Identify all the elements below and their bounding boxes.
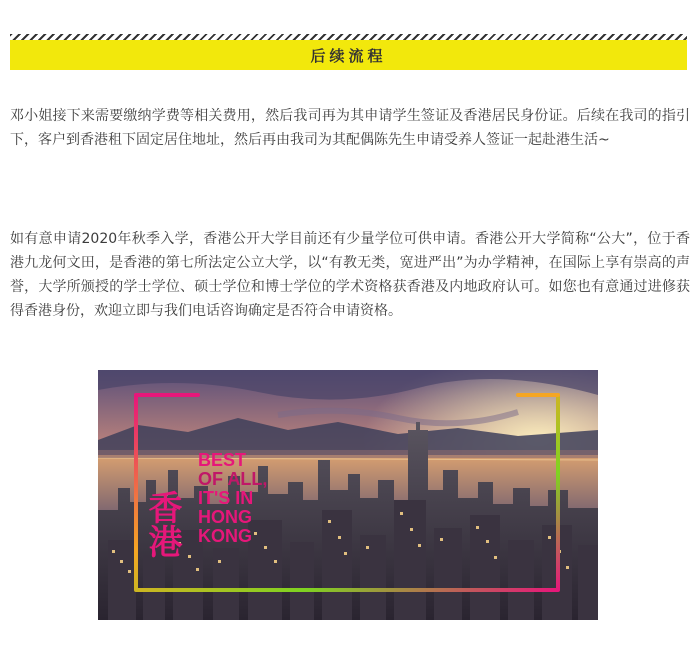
logo-chinese-text: 香港	[142, 490, 182, 558]
slogan-line-5: KONG	[198, 526, 252, 546]
slogan-line-4: HONG	[198, 507, 252, 527]
section-title: 后续流程	[310, 46, 387, 65]
paragraph-process: 邓小姐接下来需要缴纳学费等相关费用，然后我司再为其申请学生签证及香港居民身份证。后续在我司的指引下，客户到香港租下固定居住地址，然后再由我司为其配偶陈先生申请受养人签证一起赴港生活~	[10, 108, 690, 148]
hong-kong-skyline-photo	[98, 370, 598, 620]
slogan-line-3: IT'S IN	[198, 488, 254, 508]
section-header	[10, 34, 687, 70]
paragraph-university: 如有意申请2020年秋季入学，香港公开大学目前还有少量学位可供申请。香港公开大学简称“公大”，位于香港九龙何文田，是香港的第七所法定公立大学，以“有教无类，宽进严出”为办学精神，在国际上享有崇高的声誉，大学所颁授的学士学位、硕士学位和博士学位的学术资格获香港及内地政府认可。如您也有意通过进修获得香港身份，欢迎立即与我们电话咨询确定是否符合申请资格。	[10, 231, 690, 319]
slogan-line-1: BEST	[198, 450, 247, 470]
slogan-line-2: OF ALL,	[198, 469, 268, 489]
header-bar	[10, 40, 687, 70]
